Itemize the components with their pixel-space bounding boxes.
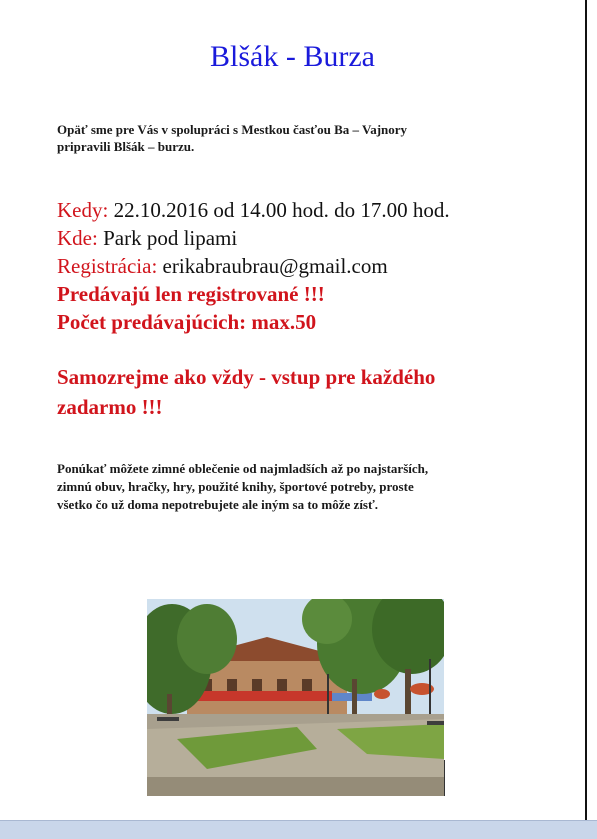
when-label: Kedy:	[57, 198, 109, 222]
description-line-2: zimnú obuv, hračky, hry, použité knihy, športové potreby, proste	[57, 479, 414, 494]
free-entry-notice	[57, 362, 527, 422]
where-value: Park pod lipami	[103, 226, 238, 250]
registration-email[interactable]: erikabraubrau@gmail.com	[162, 254, 388, 278]
seller-count-notice: Počet predávajúcich: max.50	[57, 310, 317, 334]
registration-row	[57, 252, 577, 280]
registered-only-notice: Predávajú len registrované !!!	[57, 282, 325, 306]
intro-line-2: pripravili Blšák – burzu.	[57, 139, 195, 154]
intro-line-1: Opäť sme pre Vás v spolupráci s Mestkou časťou Ba – Vajnory	[57, 122, 408, 137]
viewer-bottom-bar	[0, 820, 597, 839]
stall-awning	[182, 691, 332, 701]
description-paragraph	[57, 460, 547, 514]
description-line-1: Ponúkať môžete zimné oblečenie od najmladších až po najstarších,	[57, 461, 429, 476]
registration-label: Registrácia:	[57, 254, 158, 278]
intro-paragraph	[57, 121, 537, 155]
page-title: Blšák - Burza	[210, 40, 375, 73]
free-entry-line-2: zadarmo !!!	[57, 395, 163, 419]
when-value: 22.10.2016 od 14.00 hod. do 17.00 hod.	[113, 198, 450, 222]
event-details	[57, 196, 577, 336]
free-entry-line-1: Samozrejme ako vždy - vstup pre každého	[57, 365, 436, 389]
description-line-3: všetko čo už doma nepotrebujete ale iným sa to môže zísť.	[57, 497, 379, 512]
where-label: Kde:	[57, 226, 98, 250]
park-photo	[147, 599, 444, 796]
park-photo-illustration	[147, 599, 444, 796]
photo-edge-line	[444, 760, 445, 796]
when-row	[57, 196, 577, 224]
where-row	[57, 224, 577, 252]
page-gutter	[587, 0, 597, 820]
